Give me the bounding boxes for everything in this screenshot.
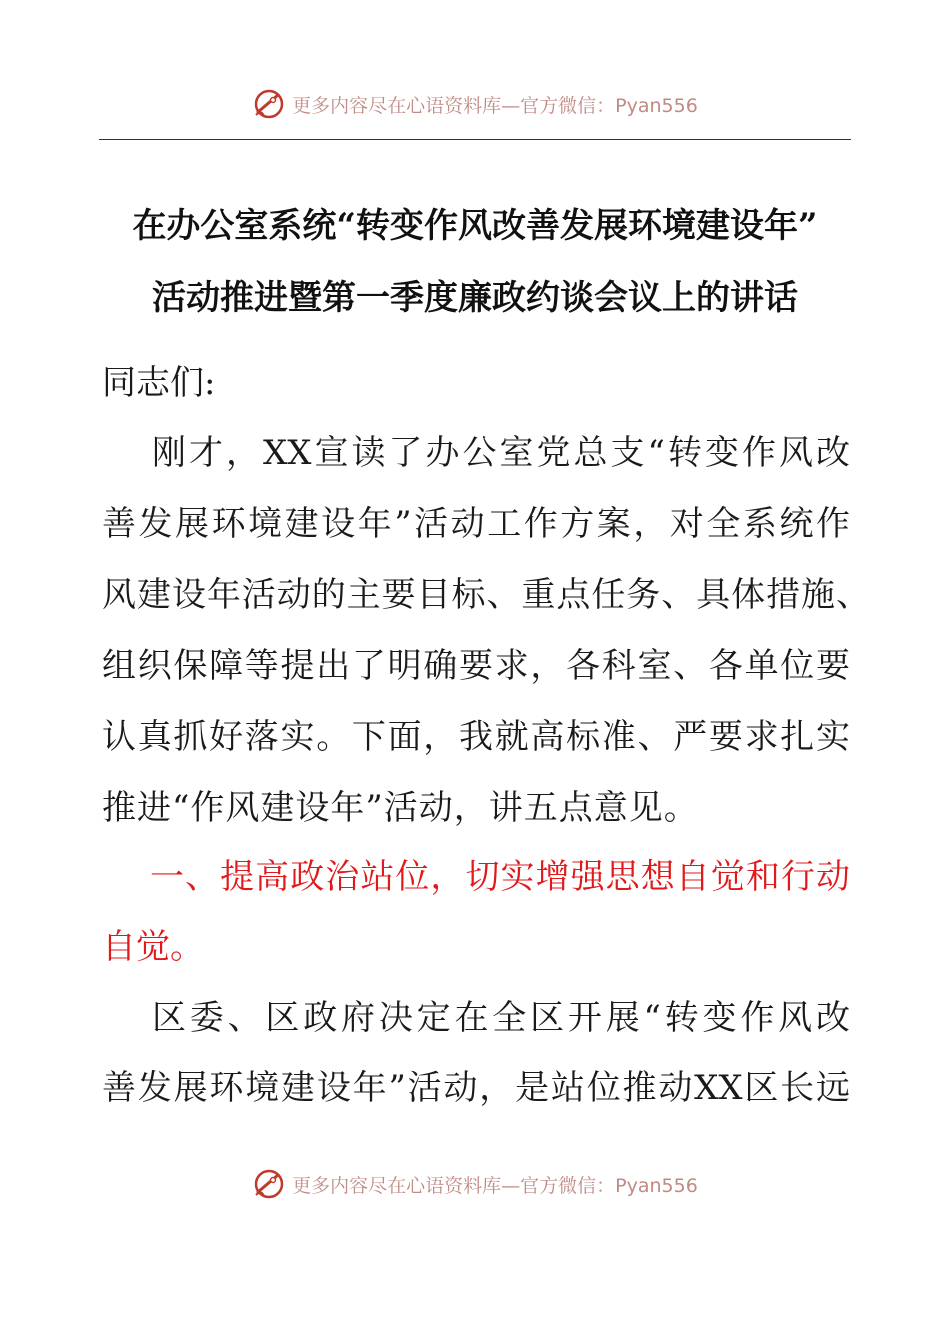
header-rule [99,139,851,140]
header-watermark [0,84,950,124]
pen-logo-icon [252,1167,286,1201]
salutation: 同志们: [102,363,216,403]
paragraph-line: 善发展环境建设年”活动工作方案，对全系统作 [102,504,850,544]
paragraph-line: 组织保障等提出了明确要求，各科室、各单位要 [102,646,850,686]
banner-label: 更多内容尽在心语资料库—官方微信： [292,1174,616,1197]
pen-logo-icon [252,87,286,121]
document-title-line-2: 活动推进暨第一季度廉政约谈会议上的讲话 [152,278,798,318]
paragraph-line: 刚才，XX宣读了办公室党总支“转变作风改 [152,433,850,473]
paragraph-line: 区委、区政府决定在全区开展“转变作风改 [152,998,850,1038]
paragraph-line: 善发展环境建设年”活动，是站位推动XX区长远 [102,1068,850,1108]
footer-watermark [0,1164,950,1204]
banner-handle: Pyan556 [615,94,698,117]
paragraph-line: 推进“作风建设年”活动，讲五点意见。 [102,788,699,828]
document-title-line-1: 在办公室系统“转变作风改善发展环境建设年” [132,206,818,246]
banner-text [292,91,698,118]
paragraph-line: 认真抓好落实。下面，我就高标准、严要求扎实 [102,717,850,757]
section-heading-1: 一、提高政治站位，切实增强思想自觉和行动 [150,857,850,897]
paragraph-line: 风建设年活动的主要目标、重点任务、具体措施、 [102,575,870,615]
banner-text [292,1171,698,1198]
banner-handle: Pyan556 [615,1174,698,1197]
banner-label: 更多内容尽在心语资料库—官方微信： [292,94,616,117]
section-heading-1-cont: 自觉。 [102,927,204,967]
